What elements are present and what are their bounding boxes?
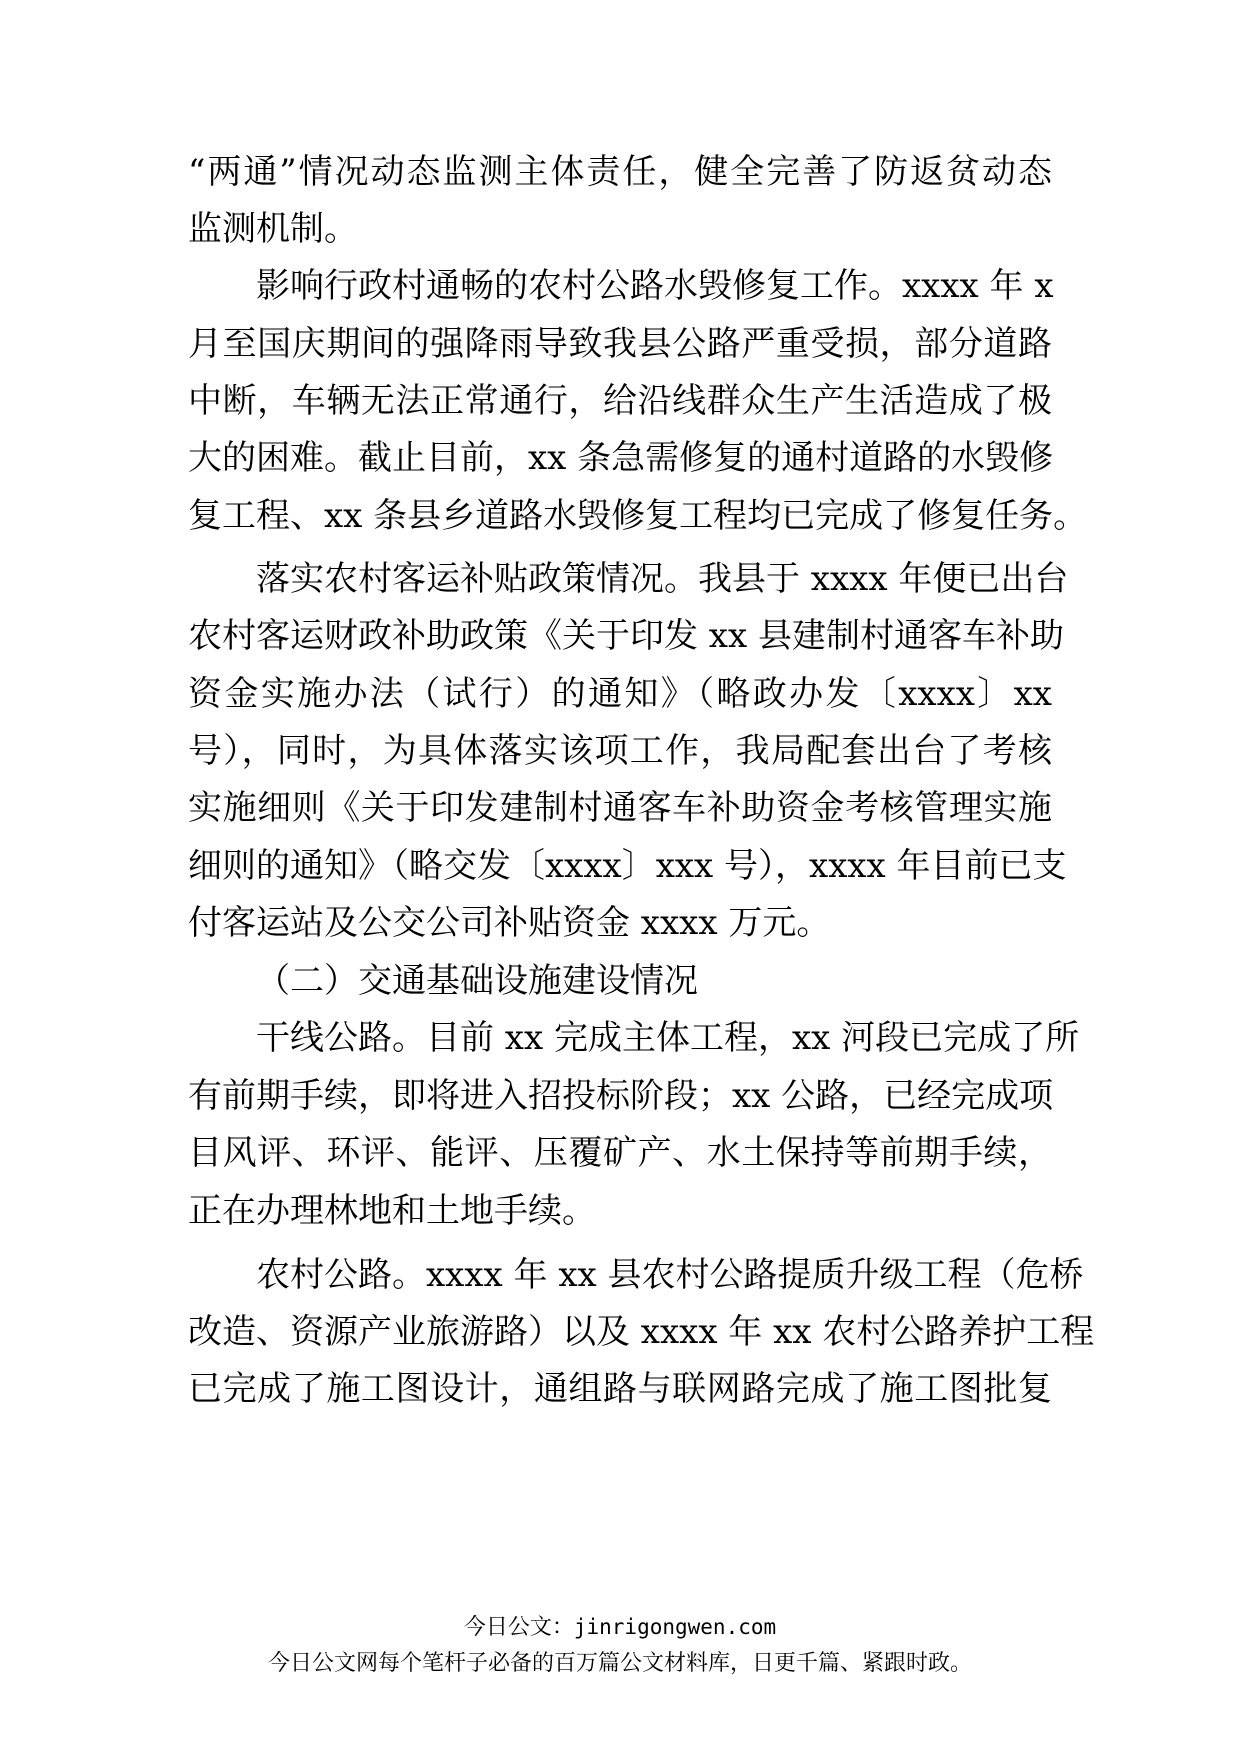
footer-label: 今日公文：	[463, 1615, 574, 1640]
paragraph-line: 落实农村客运补贴政策情况。我县于 xxxx 年便已出台	[256, 559, 1069, 599]
section-heading: （二）交通基础设施建设情况	[256, 961, 698, 1001]
paragraph-line: 影响行政村通畅的农村公路水毁修复工作。xxxx 年 x	[256, 266, 1054, 306]
paragraph-line: 号），同时，为具体落实该项工作，我局配套出台了考核	[188, 731, 1052, 771]
paragraph-line: 大的困难。截止目前，xx 条急需修复的通村道路的水毁修	[188, 438, 1054, 478]
footer-slogan: 今日公文网每个笔杆子必备的百万篇公文材料库，日更千篇、紧跟时政。	[267, 1651, 972, 1676]
paragraph-line: 农村公路。xxxx 年 xx 县农村公路提质升级工程（危桥	[256, 1255, 1084, 1295]
paragraph-line: “两通”情况动态监测主体责任，健全完善了防返贫动态	[188, 152, 1052, 192]
paragraph-line: 实施细则《关于印发建制村通客车补助资金考核管理实施	[188, 788, 1052, 828]
footer-site-link[interactable]: jinrigongwen.com	[573, 1615, 777, 1639]
paragraph-line: 资金实施办法（试行）的通知》（略政办发〔xxxx〕xx	[188, 674, 1052, 714]
paragraph-line: 已完成了施工图设计，通组路与联网路完成了施工图批复	[188, 1369, 1052, 1409]
paragraph-line: 监测机制。	[188, 209, 358, 249]
paragraph-line: 细则的通知》（略交发〔xxxx〕xxx 号），xxxx 年目前已支	[188, 846, 1067, 886]
paragraph-line: 中断，车辆无法正常通行，给沿线群众生产生活造成了极	[188, 381, 1052, 421]
paragraph-line: 复工程、xx 条县乡道路水毁修复工程均已完成了修复任务。	[188, 496, 1088, 536]
paragraph-line: 付客运站及公交公司补贴资金 xxxx 万元。	[188, 903, 831, 943]
paragraph-line: 农村客运财政补助政策《关于印发 xx 县建制村通客车补助	[188, 616, 1064, 656]
paragraph-line: 改造、资源产业旅游路）以及 xxxx 年 xx 农村公路养护工程	[188, 1312, 1095, 1352]
paragraph-line: 月至国庆期间的强降雨导致我县公路严重受损，部分道路	[188, 324, 1052, 364]
paragraph-line: 干线公路。目前 xx 完成主体工程，xx 河段已完成了所	[256, 1018, 1080, 1058]
paragraph-line: 正在办理林地和土地手续。	[188, 1191, 596, 1231]
paragraph-line: 目风评、环评、能评、压覆矿产、水土保持等前期手续，	[188, 1133, 1052, 1173]
footer-source	[0, 1614, 1240, 1641]
paragraph-line: 有前期手续，即将进入招投标阶段；xx 公路，已经完成项	[188, 1076, 1054, 1116]
